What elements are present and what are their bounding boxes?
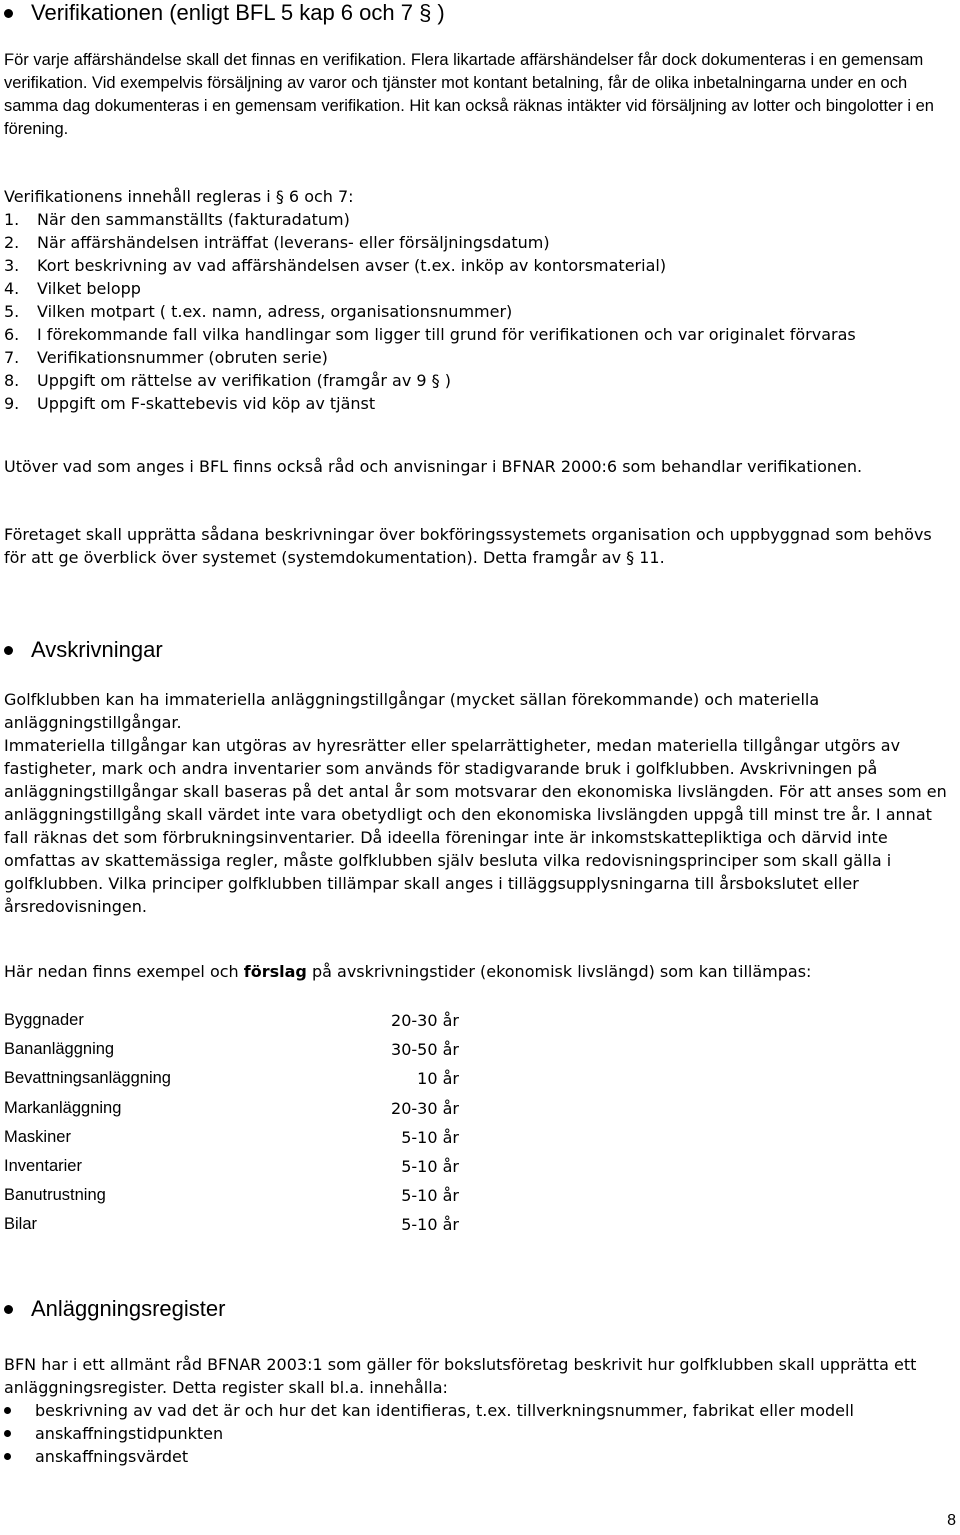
list-item-number: 2. <box>4 233 20 252</box>
table-row <box>4 1123 464 1152</box>
asset-category: Banutrustning <box>4 1186 106 1205</box>
list-item-number: 3. <box>4 256 20 275</box>
bullet-text: anskaffningsvärdet <box>35 1447 189 1466</box>
list-item-number: 5. <box>4 302 20 321</box>
list-item-number: 8. <box>4 371 20 390</box>
numbered-list <box>4 208 954 415</box>
bullet-icon <box>4 1305 13 1314</box>
verifikation-content-list <box>4 185 954 415</box>
list-item-text: När den sammanställts (fakturadatum) <box>37 210 350 229</box>
bullet-item <box>4 1422 954 1445</box>
list-item <box>4 346 954 369</box>
asset-category: Maskiner <box>4 1127 71 1146</box>
list-item-text: Uppgift om rättelse av verifikation (framgår av 9 § ) <box>37 371 451 390</box>
list-item-text: Vilken motpart ( t.ex. namn, adress, organisationsnummer) <box>37 302 513 321</box>
bullet-icon <box>4 9 13 18</box>
list-item-text: När affärshändelsen inträffat (leverans- eller försäljningsdatum) <box>37 233 550 252</box>
bullet-item <box>4 1399 954 1422</box>
depreciation-period: 5-10 år <box>401 1215 459 1235</box>
list-item <box>4 231 954 254</box>
bullet-icon <box>4 1430 11 1437</box>
list-item <box>4 208 954 231</box>
asset-category: Inventarier <box>4 1157 82 1176</box>
depreciation-period: 30-50 år <box>391 1040 459 1060</box>
table-row <box>4 1152 464 1181</box>
table-row <box>4 1181 464 1210</box>
list-intro: Verifikationens innehåll regleras i § 6 och 7: <box>4 187 354 206</box>
bullet-text: beskrivning av vad det är och hur det kan identifieras, t.ex. tillverkningsnummer, fabrikat eller modell <box>35 1401 854 1420</box>
list-item-text: I förekommande fall vilka handlingar som ligger till grund för verifikationen och var originalet förvaras <box>37 325 856 344</box>
systemdokumentation-paragraph: Företaget skall upprätta sådana beskrivningar över bokföringssystemets organisation och uppbyggnad som behövs för att ge överblick över systemet (systemdokumentation). Detta framgår av § 11. <box>4 525 932 567</box>
bullet-icon <box>4 1453 11 1460</box>
asset-category: Byggnader <box>4 1011 84 1030</box>
depreciation-table <box>4 1006 464 1240</box>
table-row <box>4 1094 464 1123</box>
list-item-number: 1. <box>4 210 20 229</box>
depreciation-period: 5-10 år <box>401 1186 459 1206</box>
list-item-number: 7. <box>4 348 20 367</box>
verifikation-intro-paragraph: För varje affärshändelse skall det finnas en verifikation. Flera likartade affärshändelser får dock dokumenteras i en gemensam verifikation. Vid exempelvis försäljning av varor och tjänster mot kontant betalning, får de olika inbetalningarna under en och samma dag dokumenteras i en gemensam verifikation. Hit kan också räknas intäkter vid försäljning av lotter och bingolotter i en förening. <box>4 51 934 138</box>
list-item <box>4 369 954 392</box>
depreciation-period: 20-30 år <box>391 1011 459 1031</box>
section-heading-verifikationen: Verifikationen (enligt BFL 5 kap 6 och 7 § ) <box>0 0 445 27</box>
example-paragraph: Här nedan finns exempel och förslag på avskrivningstider (ekonomisk livslängd) som kan tillämpas: <box>4 962 812 981</box>
list-item-text: Verifikationsnummer (obruten serie) <box>37 348 328 367</box>
section-heading-avskrivningar: Avskrivningar <box>0 636 163 664</box>
avskrivningar-paragraph-2: Immateriella tillgångar kan utgöras av hyresrätter eller spelarrättigheter, medan materiella tillgångar utgörs av fastigheter, mark och andra inventarier som används för stadigvarande bruk i golfklubben. Avskrivningen på anläggningstillgångar skall baseras på det antal år som motsvarar den ekonomiska livslängden. För att anses som en anläggningstillgång skall värdet inte vara obetydligt och den ekonomiska livslängden uppgå till minst tre år. I annat fall räknas det som förbrukningsinventarier. Då ideella föreningar inte är inkomstskattepliktiga och därvid inte omfattas av skattemässiga regler, måste golfklubben själv besluta vilka redovisningsprinciper som skall gälla i golfklubben. Vilka principer golfklubben tillämpar skall anges i tilläggsupplysningarna till årsbokslutet eller årsredovisningen. <box>4 736 947 916</box>
table-row <box>4 1064 464 1093</box>
bullet-item <box>4 1445 954 1468</box>
list-item-number: 6. <box>4 325 20 344</box>
depreciation-period: 5-10 år <box>401 1127 459 1147</box>
list-item-number: 9. <box>4 394 20 413</box>
list-item-number: 4. <box>4 279 20 298</box>
list-item-text: Vilket belopp <box>37 279 141 298</box>
bfnar-paragraph: Utöver vad som anges i BFL finns också råd och anvisningar i BFNAR 2000:6 som behandlar verifikationen. <box>4 457 863 476</box>
list-item <box>4 323 954 346</box>
asset-category: Bevattningsanläggning <box>4 1069 171 1088</box>
register-bullet-list <box>4 1399 954 1468</box>
depreciation-period: 5-10 år <box>401 1157 459 1177</box>
bullet-icon <box>4 646 13 655</box>
depreciation-period: 20-30 år <box>391 1098 459 1118</box>
bullet-icon <box>4 1407 11 1414</box>
asset-category: Markanläggning <box>4 1098 122 1117</box>
section-heading-anlaggningsregister: Anläggningsregister <box>0 1295 225 1323</box>
page-number: 8 <box>947 1512 956 1529</box>
depreciation-period: 10 år <box>417 1069 459 1089</box>
anlaggningsregister-paragraph: BFN har i ett allmänt råd BFNAR 2003:1 som gäller för bokslutsföretag beskrivit hur golfklubben skall upprätta ett anläggningsregister. Detta register skall bl.a. innehålla: beskrivning av vad det är och hur det kan identifieras, t.ex. tillverkningsnummer, fabrikat eller modell anskaffningstidpunkten anskaffningsvärdet <box>4 1353 954 1468</box>
list-item <box>4 300 954 323</box>
table-row <box>4 1035 464 1064</box>
list-item-text: Kort beskrivning av vad affärshändelsen avser (t.ex. inköp av kontorsmaterial) <box>37 256 667 275</box>
asset-category: Bananläggning <box>4 1040 115 1059</box>
table-row <box>4 1210 464 1239</box>
list-item <box>4 392 954 415</box>
asset-category: Bilar <box>4 1215 38 1234</box>
avskrivningar-paragraph-1: Golfklubben kan ha immateriella anläggningstillgångar (mycket sällan förekommande) och materiella anläggningstillgångar. <box>4 690 820 732</box>
list-item-text: Uppgift om F-skattebevis vid köp av tjänst <box>37 394 376 413</box>
table-row <box>4 1006 464 1035</box>
list-item <box>4 254 954 277</box>
bullet-text: anskaffningstidpunkten <box>35 1424 224 1443</box>
list-item <box>4 277 954 300</box>
forslag-bold: förslag <box>243 962 307 981</box>
